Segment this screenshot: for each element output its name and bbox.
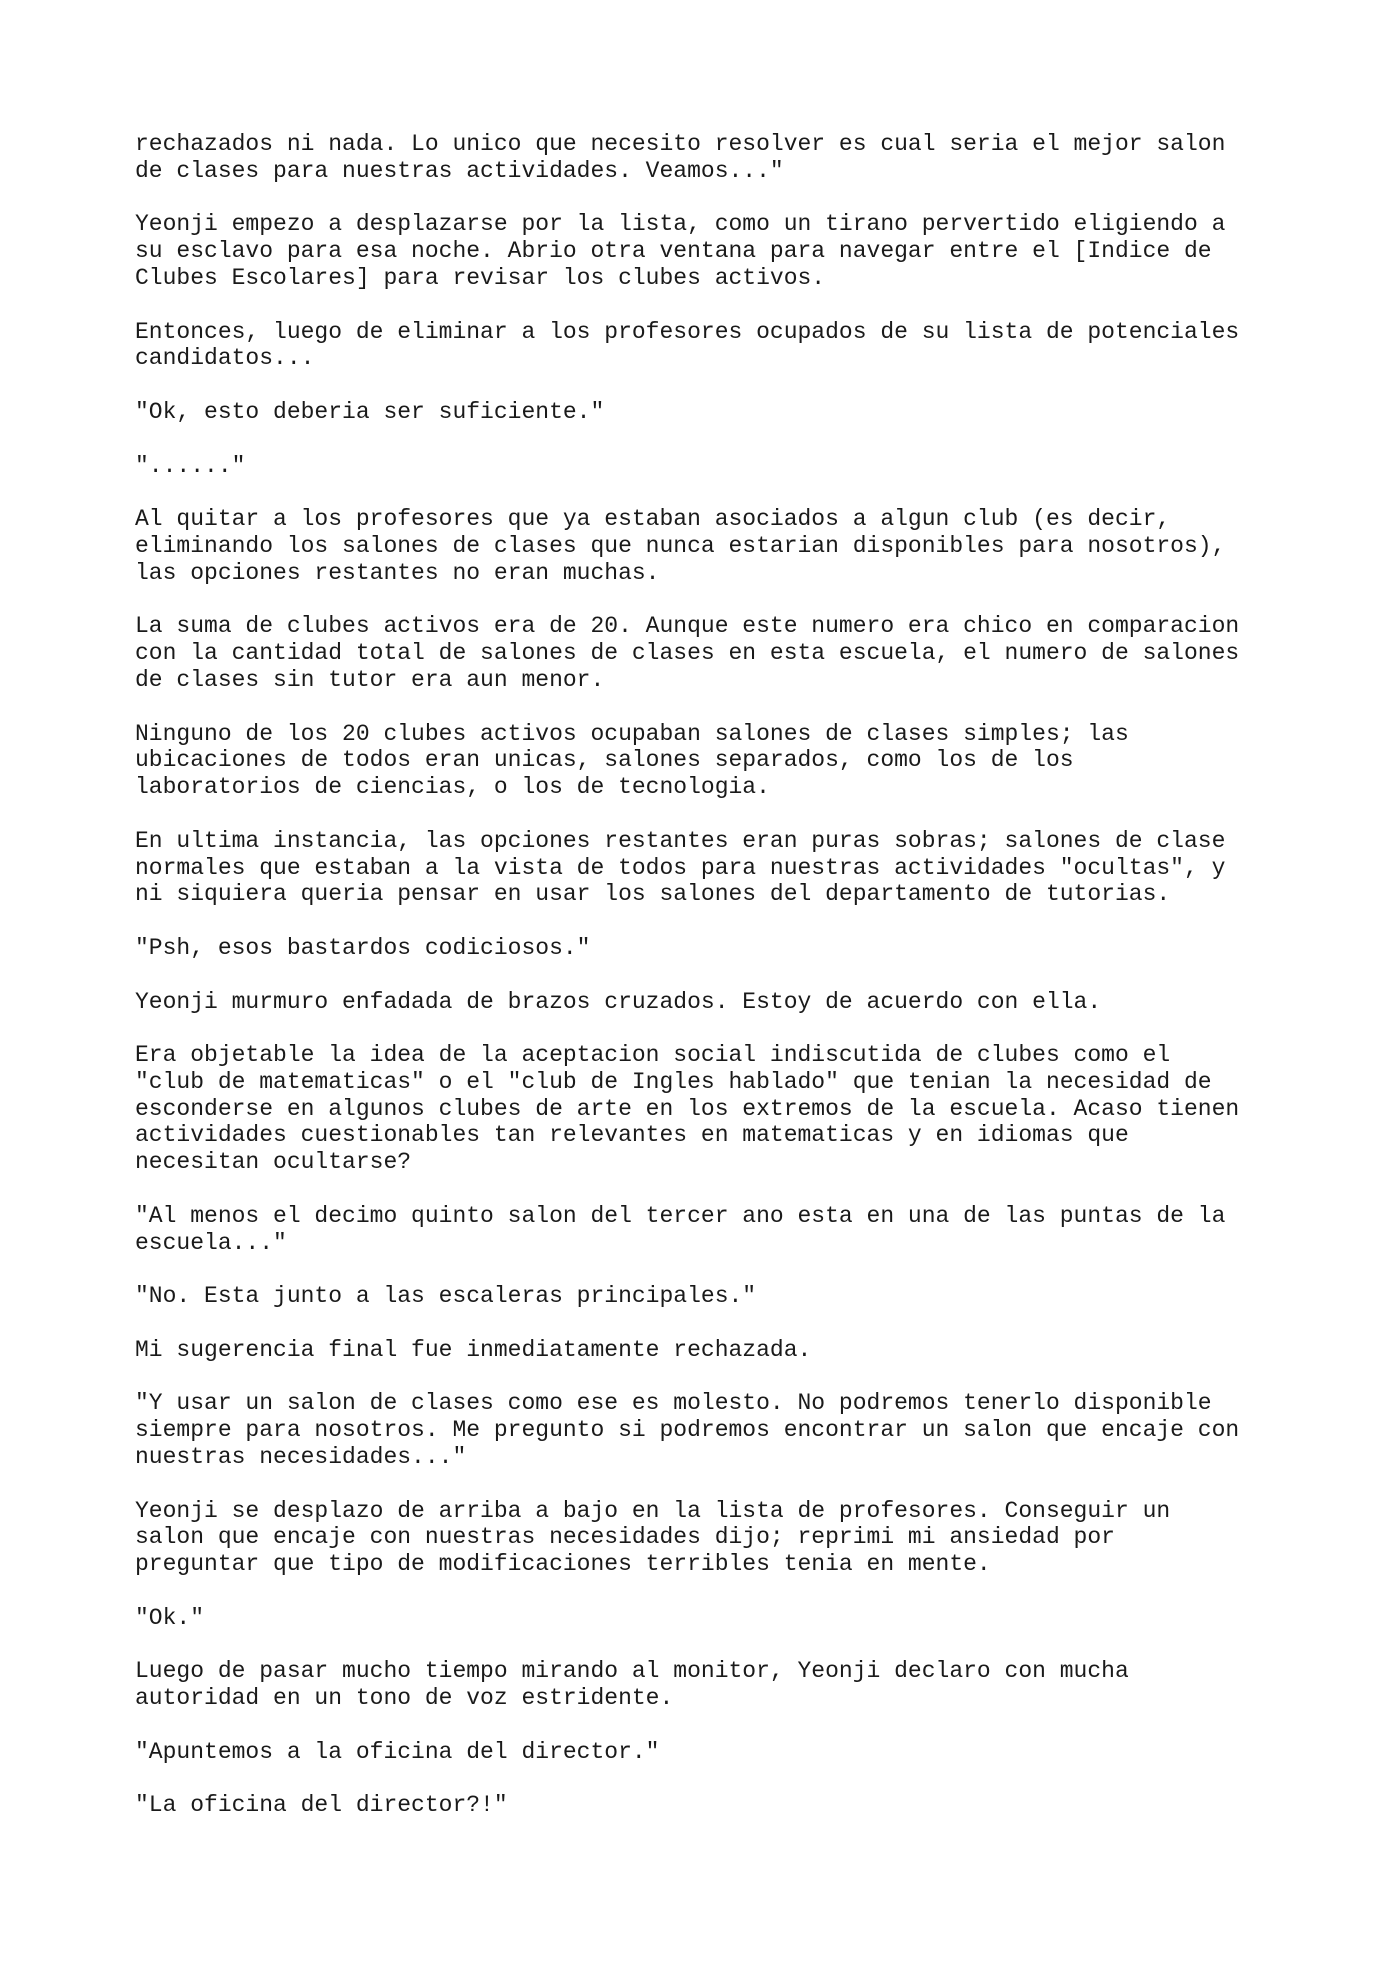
paragraph-11: Yeonji murmuro enfadada de brazos cruzados. Estoy de acuerdo con ella.	[135, 988, 1102, 1015]
dialogue-line: "La oficina del director?!"	[135, 1792, 508, 1819]
paragraph-12: Era objetable la idea de la aceptacion social indiscutida de clubes como el "club de matematicas" o el "club de Ingles hablado" que tenian la necesidad de esconderse en algunos clubes de arte en los extremos de la escuela. Acaso tienen actividades cuestionables tan relevantes en matematicas y en idiomas que necesitan ocultarse?	[135, 1042, 1240, 1176]
dialogue-line: "No. Esta junto a las escaleras principales."	[135, 1283, 757, 1310]
dialogue-line: "Ok."	[135, 1604, 205, 1631]
paragraph-1: rechazados ni nada. Lo unico que necesito resolver es cual seria el mejor salon de clases para nuestras actividades. Veamos..."	[135, 131, 1226, 184]
dialogue-line: "Al menos el decimo quinto salon del tercer ano esta en una de las puntas de la escuela..."	[135, 1202, 1226, 1256]
paragraph-2: Yeonji empezo a desplazarse por la lista, como un tirano pervertido eligiendo a su esclavo para esa noche. Abrio otra ventana para navegar entre el [Indice de Clubes Escolares] para revisar los clubes activos.	[135, 211, 1226, 291]
paragraph-3: Entonces, luego de eliminar a los profesores ocupados de su lista de potenciales candidatos...	[135, 318, 1240, 372]
paragraph-6: Al quitar a los profesores que ya estaban asociados a algun club (es decir, eliminando los salones de clases que nunca estarian disponibles para nosotros), las opciones restantes no eran muchas.	[135, 506, 1226, 586]
dialogue-line: "Psh, esos bastardos codiciosos."	[135, 934, 591, 961]
paragraph-9: En ultima instancia, las opciones restantes eran puras sobras; salones de clase normales que estaban a la vista de todos para nuestras actividades "ocultas", y ni siquiera queria pensar en usar los salones del departamento de tutorias.	[135, 827, 1226, 908]
paragraph-8: Ninguno de los 20 clubes activos ocupaban salones de clases simples; las ubicaciones de todos eran unicas, salones separados, como los de los laboratorios de ciencias, o los de tecnologia.	[135, 720, 1129, 801]
paragraph-15: Mi sugerencia final fue inmediatamente rechazada.	[135, 1336, 812, 1363]
document-page	[135, 131, 1315, 1846]
paragraph-17: Yeonji se desplazo de arriba a bajo en la lista de profesores. Conseguir un salon que encaje con nuestras necesidades dijo; reprimi mi ansiedad por preguntar que tipo de modificaciones terribles tenia en mente.	[135, 1497, 1171, 1578]
dialogue-line: "Apuntemos a la oficina del director."	[135, 1738, 660, 1765]
paragraph-19: Luego de pasar mucho tiempo mirando al monitor, Yeonji declaro con mucha autoridad en un tono de voz estridente.	[135, 1658, 1129, 1712]
dialogue-line: "Y usar un salon de clases como ese es molesto. No podremos tenerlo disponible siempre para nosotros. Me pregunto si podremos encontrar un salon que encaje con nuestras necesidades..."	[135, 1390, 1240, 1471]
dialogue-line: "Ok, esto deberia ser suficiente."	[135, 398, 605, 425]
dialogue-line: "......"	[135, 452, 246, 479]
paragraph-7: La suma de clubes activos era de 20. Aunque este numero era chico en comparacion con la cantidad total de salones de clases en esta escuela, el numero de salones de clases sin tutor era aun menor.	[135, 613, 1240, 693]
